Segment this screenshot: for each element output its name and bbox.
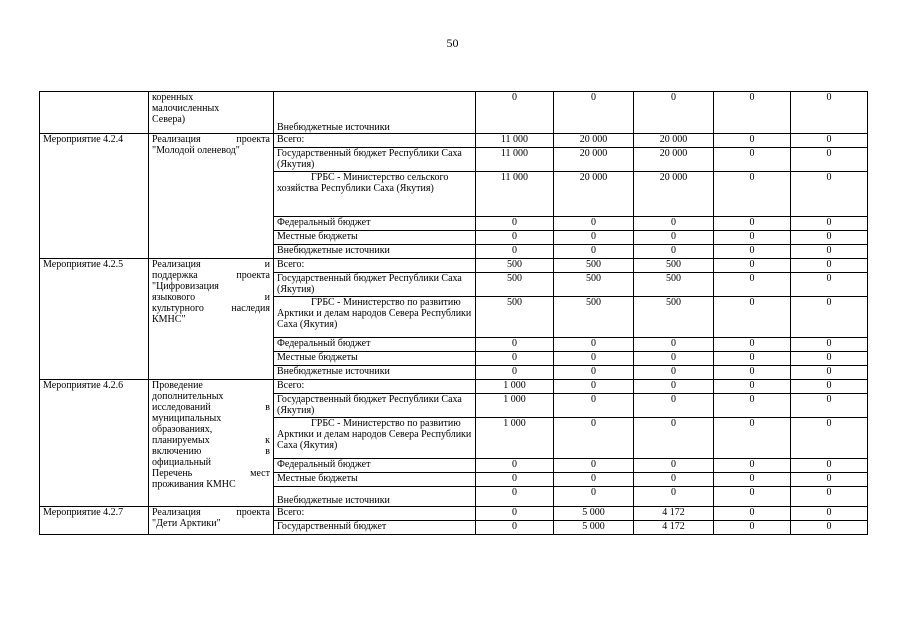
value-cell: 0 [554, 394, 634, 418]
event-name-line: образованиях, [152, 424, 213, 435]
funding-source: Внебюджетные источники [274, 487, 476, 507]
value-cell: 0 [714, 352, 791, 366]
value-cell: 0 [714, 297, 791, 338]
value-cell: 0 [634, 338, 714, 352]
funding-source: Местные бюджеты [274, 473, 476, 487]
value-cell: 0 [791, 352, 868, 366]
table-row [40, 259, 868, 273]
value-cell: 0 [714, 507, 791, 521]
value-cell: 0 [476, 338, 554, 352]
value-cell: 20 000 [554, 148, 634, 172]
value-cell: 0 [714, 273, 791, 297]
table-row [40, 507, 868, 521]
value-cell: 0 [634, 380, 714, 394]
value-cell: 0 [634, 231, 714, 245]
funding-source: Внебюджетные источники [274, 245, 476, 259]
event-name-line: Проведение [152, 380, 203, 391]
event-name-line: коренных [152, 92, 194, 103]
value-cell: 0 [714, 148, 791, 172]
value-cell: 0 [476, 459, 554, 473]
value-cell: 500 [634, 273, 714, 297]
value-cell: 500 [476, 297, 554, 338]
value-cell: 500 [554, 297, 634, 338]
event-name-line: культурного наследия [152, 303, 270, 314]
event-name-line: "Дети Арктики" [152, 518, 221, 529]
value-cell: 0 [714, 459, 791, 473]
value-cell: 1 000 [476, 394, 554, 418]
value-cell: 500 [634, 297, 714, 338]
value-cell: 0 [714, 521, 791, 535]
table-row [40, 380, 868, 394]
event-name-cell [149, 92, 274, 134]
value-cell: 0 [791, 507, 868, 521]
value-cell: 0 [554, 92, 634, 134]
value-cell: 0 [791, 338, 868, 352]
value-cell: 0 [791, 459, 868, 473]
value-cell: 0 [476, 231, 554, 245]
value-cell: 0 [554, 473, 634, 487]
funding-source: Государственный бюджет [274, 521, 476, 535]
funding-source: Внебюджетные источники [274, 92, 476, 134]
event-name-cell [149, 134, 274, 259]
event-name-line: КМНС" [152, 314, 186, 325]
event-id: Мероприятие 4.2.7 [40, 507, 149, 535]
funding-source: Местные бюджеты [274, 352, 476, 366]
event-name-line: Реализация проекта [152, 507, 270, 518]
value-cell: 500 [476, 259, 554, 273]
value-cell: 0 [791, 231, 868, 245]
value-cell: 0 [791, 473, 868, 487]
event-id: Мероприятие 4.2.4 [40, 134, 149, 259]
value-cell: 0 [554, 487, 634, 507]
value-cell: 0 [476, 487, 554, 507]
value-cell: 0 [791, 297, 868, 338]
value-cell: 0 [791, 245, 868, 259]
value-cell: 0 [554, 418, 634, 459]
value-cell: 0 [476, 217, 554, 231]
value-cell: 0 [714, 231, 791, 245]
value-cell: 0 [634, 245, 714, 259]
event-name-line: малочисленных [152, 103, 220, 114]
value-cell: 0 [634, 92, 714, 134]
value-cell: 0 [554, 380, 634, 394]
value-cell: 11 000 [476, 134, 554, 148]
event-name-line: проживания КМНС [152, 479, 236, 490]
value-cell: 500 [554, 273, 634, 297]
value-cell: 500 [476, 273, 554, 297]
funding-source: ГРБС - Министерство по развитию Арктики и делам народов Севера Республики Саха (Якутия) [274, 297, 476, 338]
funding-source: Местные бюджеты [274, 231, 476, 245]
value-cell: 0 [791, 92, 868, 134]
value-cell: 0 [634, 459, 714, 473]
value-cell: 500 [554, 259, 634, 273]
value-cell: 0 [476, 92, 554, 134]
table-row [40, 92, 868, 134]
value-cell: 0 [714, 338, 791, 352]
value-cell: 0 [634, 418, 714, 459]
funding-source: ГРБС - Министерство сельского хозяйства Республики Саха (Якутия) [274, 172, 476, 217]
funding-source: Государственный бюджет Республики Саха (Якутия) [274, 148, 476, 172]
table-row [40, 134, 868, 148]
event-name-line: включению в [152, 446, 270, 457]
value-cell: 0 [791, 148, 868, 172]
value-cell: 0 [791, 172, 868, 217]
value-cell: 0 [476, 245, 554, 259]
value-cell: 0 [791, 521, 868, 535]
funding-source: Всего: [274, 134, 476, 148]
funding-source: Внебюджетные источники [274, 366, 476, 380]
value-cell: 1 000 [476, 418, 554, 459]
event-id: Мероприятие 4.2.6 [40, 380, 149, 507]
value-cell: 20 000 [634, 134, 714, 148]
value-cell: 0 [554, 459, 634, 473]
value-cell: 0 [791, 273, 868, 297]
value-cell: 0 [634, 217, 714, 231]
value-cell: 0 [634, 473, 714, 487]
event-name-cell [149, 507, 274, 535]
value-cell: 11 000 [476, 148, 554, 172]
funding-source: Федеральный бюджет [274, 338, 476, 352]
event-id-cell [40, 92, 149, 134]
event-name-cell [149, 380, 274, 507]
value-cell: 11 000 [476, 172, 554, 217]
value-cell: 0 [791, 380, 868, 394]
value-cell: 0 [714, 380, 791, 394]
value-cell: 0 [554, 366, 634, 380]
value-cell: 0 [554, 352, 634, 366]
value-cell: 0 [554, 231, 634, 245]
value-cell: 0 [791, 217, 868, 231]
event-name-line: Перечень мест [152, 468, 270, 479]
value-cell: 0 [476, 352, 554, 366]
value-cell: 0 [714, 487, 791, 507]
value-cell: 0 [714, 217, 791, 231]
value-cell: 0 [714, 473, 791, 487]
event-name-line: Реализация проекта [152, 134, 270, 145]
funding-source: Федеральный бюджет [274, 217, 476, 231]
event-name-line: планируемых к [152, 435, 270, 446]
value-cell: 4 172 [634, 507, 714, 521]
value-cell: 0 [714, 394, 791, 418]
page-number: 50 [446, 36, 459, 50]
value-cell: 0 [714, 418, 791, 459]
value-cell: 20 000 [554, 134, 634, 148]
funding-source: Государственный бюджет Республики Саха (Якутия) [274, 394, 476, 418]
value-cell: 0 [791, 487, 868, 507]
value-cell: 0 [714, 172, 791, 217]
funding-source: Федеральный бюджет [274, 459, 476, 473]
funding-source: Всего: [274, 259, 476, 273]
value-cell: 0 [791, 259, 868, 273]
event-name-line: "Молодой оленевод" [152, 145, 240, 156]
value-cell: 0 [714, 245, 791, 259]
value-cell: 0 [476, 473, 554, 487]
event-name-line: поддержка проекта [152, 270, 270, 281]
value-cell: 1 000 [476, 380, 554, 394]
event-name-line: дополнительных [152, 391, 224, 402]
event-name-line: исследований в [152, 402, 270, 413]
value-cell: 0 [634, 366, 714, 380]
value-cell: 20 000 [634, 148, 714, 172]
value-cell: 0 [476, 366, 554, 380]
value-cell: 0 [714, 366, 791, 380]
value-cell: 4 172 [634, 521, 714, 535]
value-cell: 0 [791, 418, 868, 459]
event-name-line: Реализация и [152, 259, 270, 270]
value-cell: 0 [714, 134, 791, 148]
value-cell: 0 [554, 217, 634, 231]
event-name-line: Севера) [152, 114, 186, 125]
value-cell: 0 [714, 92, 791, 134]
value-cell: 5 000 [554, 521, 634, 535]
funding-source: Всего: [274, 507, 476, 521]
funding-source: ГРБС - Министерство по развитию Арктики и делам народов Севера Республики Саха (Якутия) [274, 418, 476, 459]
value-cell: 0 [791, 134, 868, 148]
value-cell: 0 [476, 521, 554, 535]
value-cell: 0 [714, 259, 791, 273]
funding-table [39, 91, 868, 535]
event-name-line: муниципальных [152, 413, 222, 424]
event-name-line: "Цифровизация [152, 281, 219, 292]
value-cell: 0 [554, 338, 634, 352]
value-cell: 0 [554, 245, 634, 259]
event-id: Мероприятие 4.2.5 [40, 259, 149, 380]
event-name-cell [149, 259, 274, 380]
value-cell: 500 [634, 259, 714, 273]
funding-source: Всего: [274, 380, 476, 394]
event-name-line: официальный [152, 457, 212, 468]
value-cell: 0 [791, 394, 868, 418]
funding-source: Государственный бюджет Республики Саха (Якутия) [274, 273, 476, 297]
value-cell: 20 000 [554, 172, 634, 217]
value-cell: 20 000 [634, 172, 714, 217]
value-cell: 0 [634, 352, 714, 366]
value-cell: 0 [791, 366, 868, 380]
value-cell: 5 000 [554, 507, 634, 521]
value-cell: 0 [476, 507, 554, 521]
event-name-line: языкового и [152, 292, 270, 303]
value-cell: 0 [634, 394, 714, 418]
value-cell: 0 [634, 487, 714, 507]
